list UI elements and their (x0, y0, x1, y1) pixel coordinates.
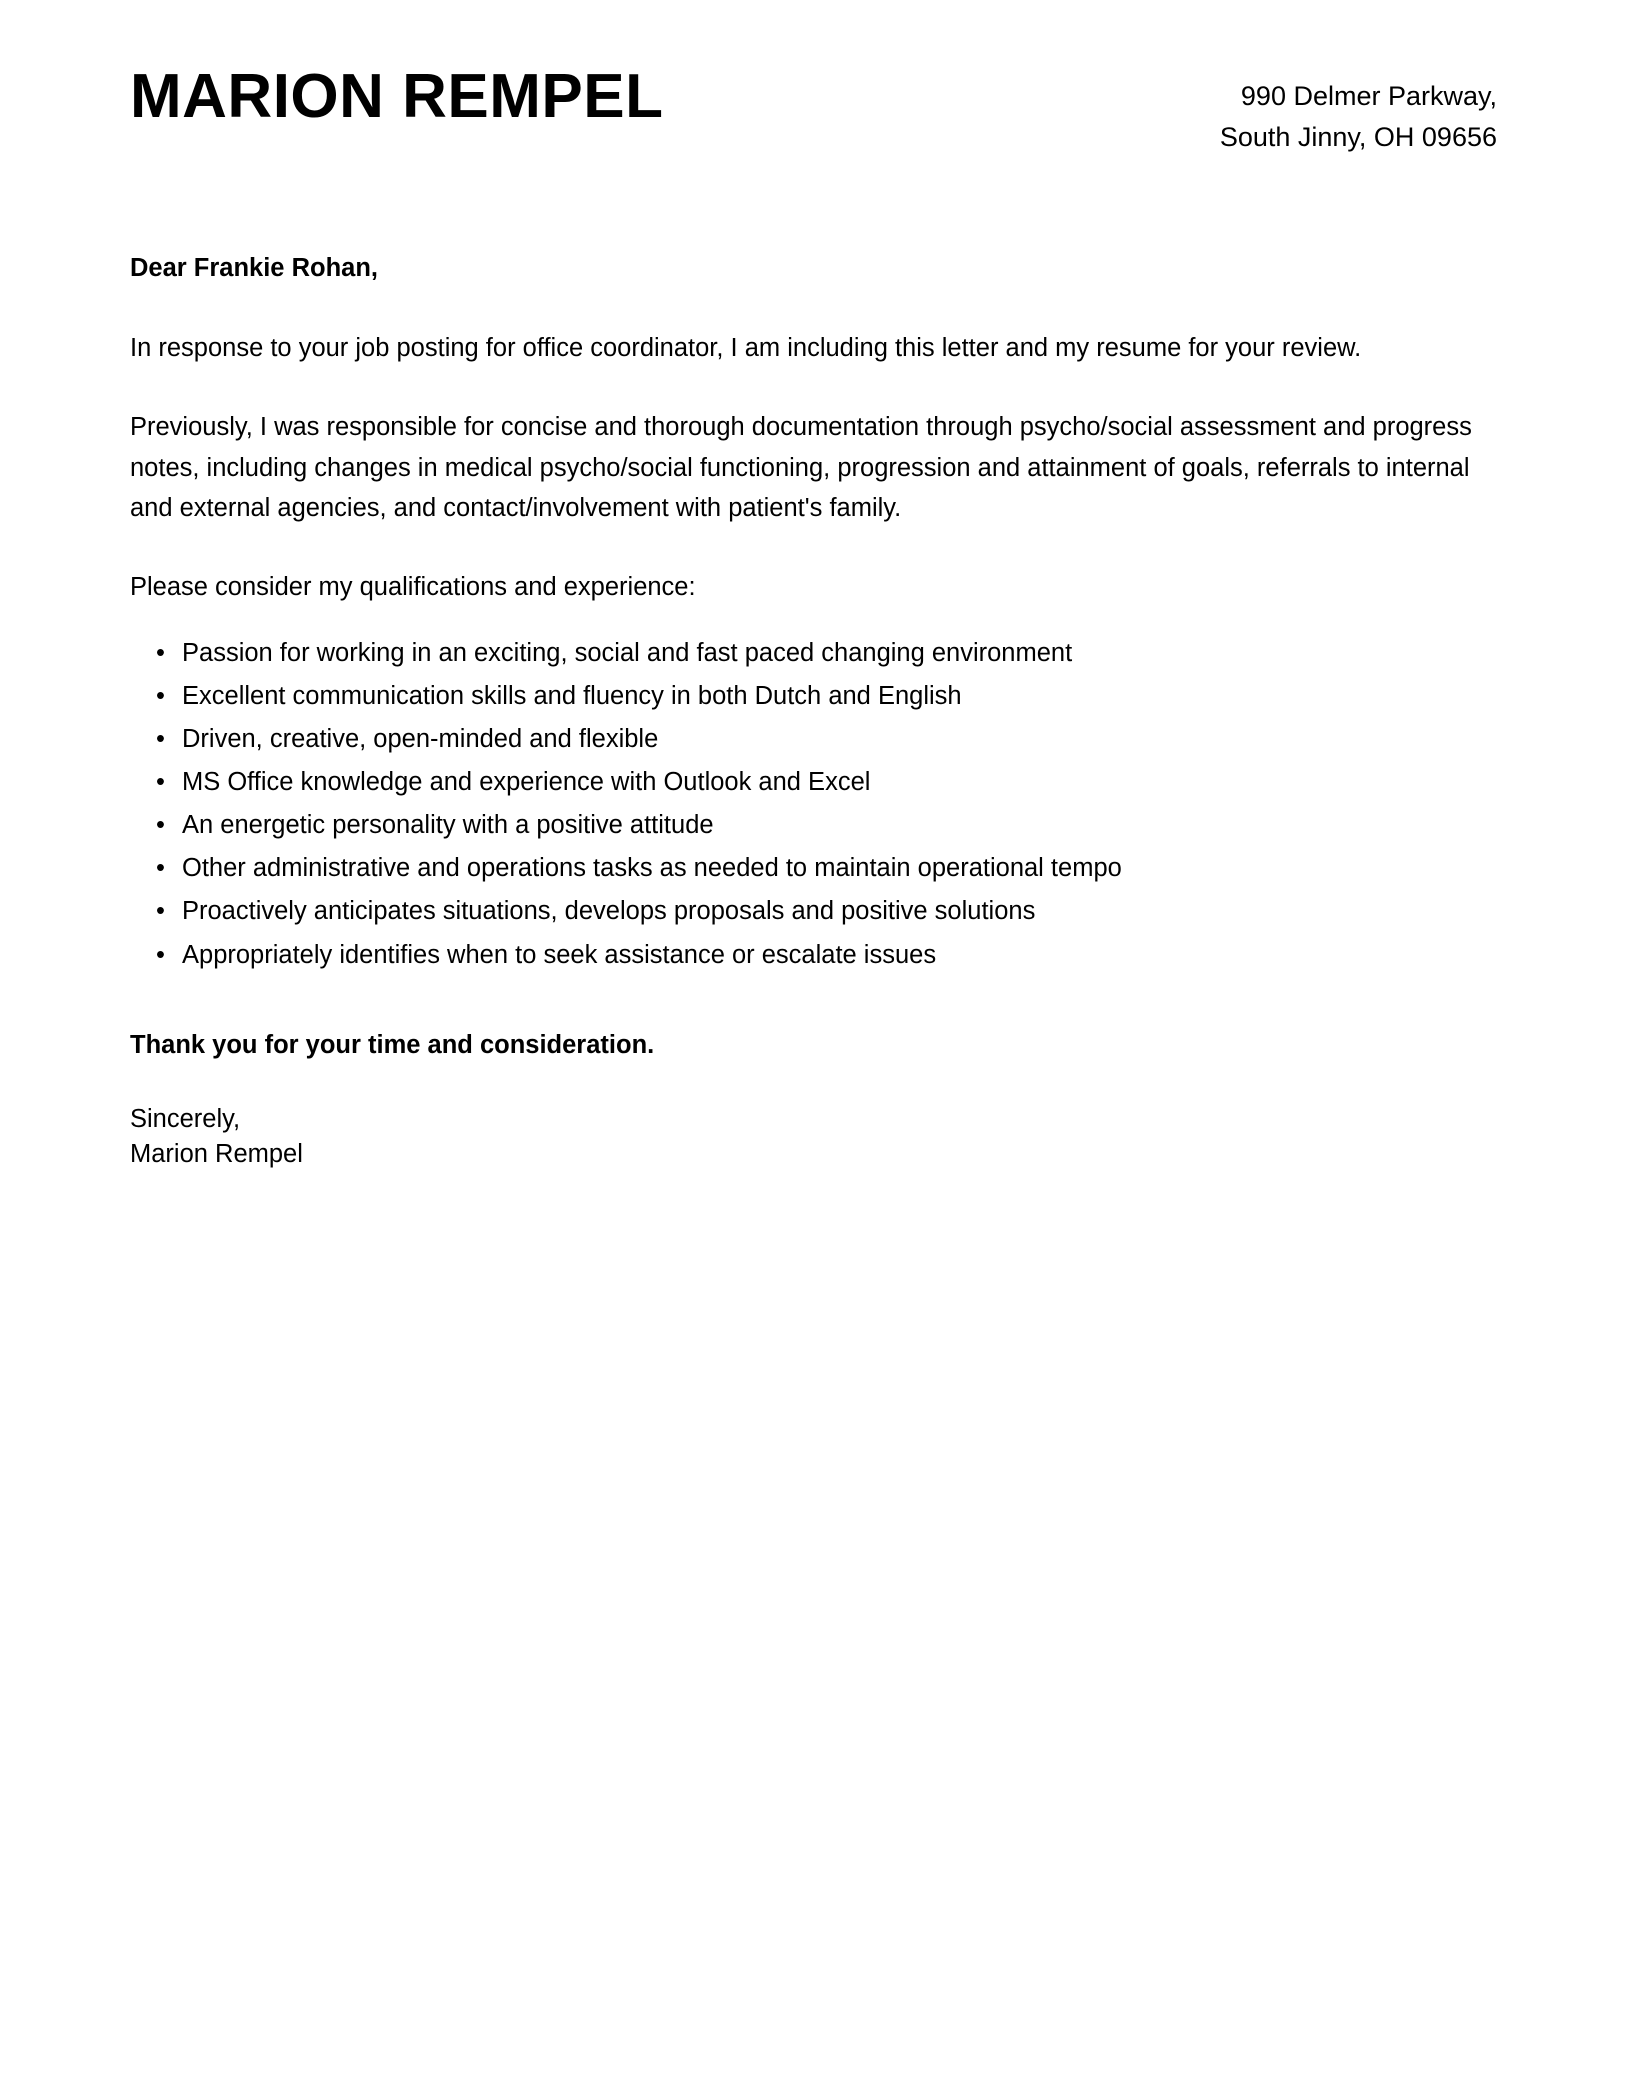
list-item: • Other administrative and operations tasks as needed to maintain operational tempo (130, 853, 1497, 896)
valediction: Sincerely, (130, 1104, 241, 1133)
address-line-city-state-zip: South Jinny, OH 09656 (1219, 122, 1497, 153)
list-item: • MS Office knowledge and experience with Outlook and Excel (130, 767, 1497, 810)
list-item: • Proactively anticipates situations, develops proposals and positive solutions (130, 896, 1497, 939)
salutation: Dear Frankie Rohan, (130, 254, 378, 283)
paragraph-intro: In response to your job posting for office coordinator, I am including this letter and my resume for your review. (130, 334, 1362, 363)
sender-name: MARION REMPEL (130, 62, 664, 131)
list-item: • Appropriately identifies when to seek assistance or escalate issues (130, 940, 1497, 983)
list-item: • Passion for working in an exciting, social and fast paced changing environment (130, 638, 1497, 681)
list-item: • Driven, creative, open-minded and flexible (130, 724, 1497, 767)
letter-header (0, 0, 1632, 158)
sender-address-block (1220, 58, 1497, 158)
address-line-street: 990 Delmer Parkway, (1240, 81, 1497, 111)
list-item: • An energetic personality with a positive attitude (130, 810, 1497, 853)
list-item: • Excellent communication skills and fluency in both Dutch and English (130, 681, 1497, 724)
closing-statement: Thank you for your time and consideration. (130, 1030, 655, 1059)
qualifications-list (130, 638, 1497, 983)
qualifications-lead-in: Please consider my qualifications and experience: (130, 573, 696, 602)
paragraph-experience: Previously, I was responsible for concise and thorough documentation through psycho/social assessment and progress notes, including changes in medical psycho/social functioning, progression and attainment of goals, referrals to internal and external agencies, and contact/involvement with patient's family. (130, 412, 1472, 523)
signoff-block (130, 1102, 1497, 1172)
letter-body (0, 250, 1632, 1172)
signature-name: Marion Rempel (130, 1139, 303, 1168)
sender-name-block (130, 58, 664, 129)
